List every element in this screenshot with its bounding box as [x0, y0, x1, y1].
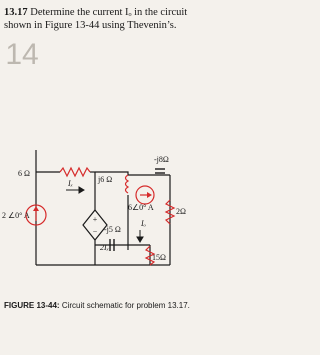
figure-caption: Circuit schematic for problem 13.17.: [61, 301, 190, 310]
label-c-center: -j5 Ω: [104, 225, 121, 234]
inductor-j6: [126, 175, 129, 193]
label-source-left: 2 ∠0° A: [2, 211, 30, 220]
figure-caption-block: [4, 300, 198, 311]
label-r-left: 6 Ω: [18, 169, 30, 178]
problem-number: 13.17: [4, 7, 28, 18]
figure-label: FIGURE 13-44:: [4, 301, 60, 310]
label-r-bottom: 15Ω: [152, 253, 166, 262]
io-arrow: [137, 230, 143, 242]
current-source-right: [136, 186, 154, 204]
label-ix: Iₓ: [68, 179, 73, 188]
label-r-right: 2Ω: [176, 207, 186, 216]
label-c-right: -j8Ω: [154, 155, 169, 164]
svg-text:−: −: [92, 227, 98, 236]
page-number-watermark: 14: [5, 38, 39, 71]
label-l-center: j6 Ω: [98, 175, 113, 184]
label-dep-source: 2Iₓ: [100, 243, 109, 252]
resistor-6ohm: [60, 168, 90, 176]
problem-text: Determine the current Iₒ in the circuit shown in Figure 13-44 using Thevenin’s.: [4, 7, 188, 31]
capacitor-minus-j8: [155, 169, 165, 173]
label-source-right: 6∠0° A: [128, 203, 154, 212]
label-io: Iₒ: [141, 219, 146, 228]
svg-text:+: +: [92, 215, 98, 224]
